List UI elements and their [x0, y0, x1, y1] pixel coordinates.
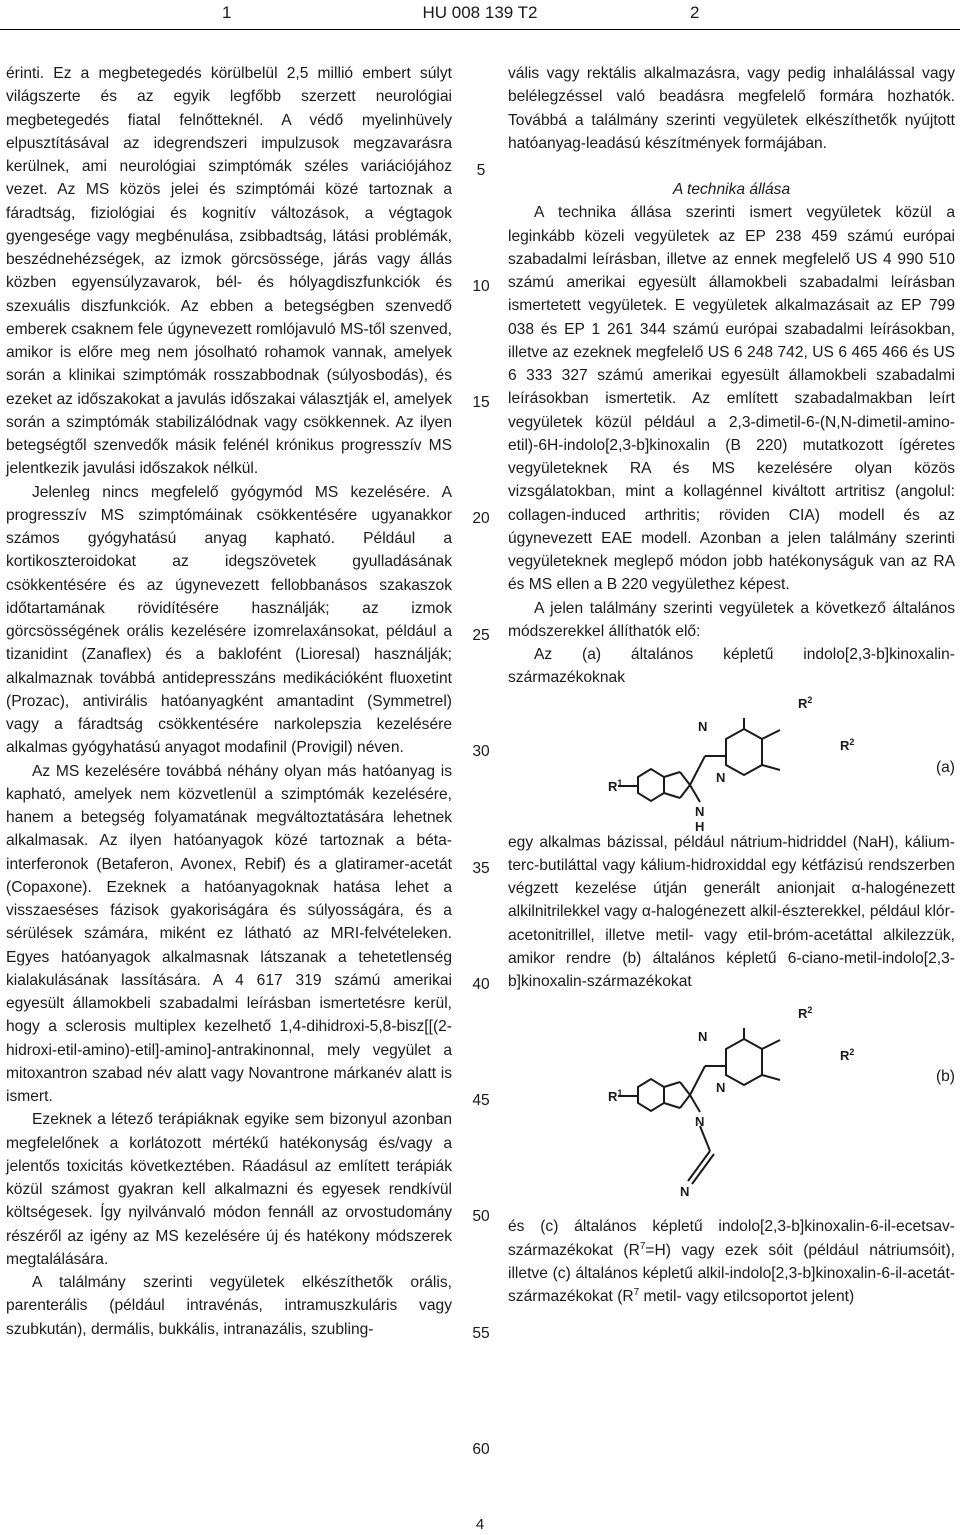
left-column — [6, 62, 452, 1341]
line-number: 15 — [472, 394, 490, 411]
atom-h: H — [695, 818, 705, 831]
paragraph: Az MS kezelésére továbbá néhány olyan más hatóanyag is kapható, amelyek nem közvetlenül a szimptómák kezelésére, hanem a betegség folyamatának megváltoztatására lehetnek alkalmasak. Az ilyen hatóanyagok közé tartoznak a béta-interferonok (Betaferon, Avonex, Rebif) és a glatiramer-acetát (Copaxone). Ezeknek a hatóanyagoknak hatása lehet a visszaeséses fázisok gyakoriságára és súlyosságára, és a sérülések számára, miként ez látható az MRI-felvételeken. Egyes hatóanyagok alkalmasnak látszanak a tehetetlenség kialakulásának lassítására. A 4 617 319 számú amerikai egyesült államokbeli szabadalmi leírásban ismertetésre kerül, hogy a sclerosis multiplex kezelhető 1,4-dihidroxi-5,8-bisz[[(2-hidroxi-etil-amino)-etil]-amino]-antrakinonnal, mely vegyület a mitoxantron szabad név alatt vagy Novantrone márkanév alatt is ismert. — [6, 762, 452, 1105]
paragraph: és (c) általános képletű indolo[2,3-b]kinoxalin-6-il-ecetsav-származékokat $(R^7=H)$ vagy ezek sóit (például nátriumsóit), illetve (c) általános képletű alkil-indolo[2,3-b]kinoxalin-6-il-acetát-származékokat ($R^7$ metil- vagy etilcsoportot jelent) — [508, 1218, 955, 1305]
substituent-r2: $R^2$ — [798, 694, 813, 711]
line-number: 20 — [472, 510, 490, 527]
paragraph: vális vagy rektális alkalmazásra, vagy pedig inhalálással vagy belélegzéssel való beadásra megfelelő formára hozhatók. Továbbá a találmány szerinti vegyületek elkészíthetők nyújtott hatóanyag-leadású készítmények formájában. — [508, 65, 955, 152]
atom-n: N — [698, 1029, 708, 1045]
atom-n: N — [716, 1080, 726, 1096]
line-number: 30 — [472, 743, 490, 760]
substituent-r2: $R^2$ — [798, 1005, 813, 1022]
line-number: 5 — [476, 162, 486, 179]
formula-label-b: (b) — [935, 1068, 955, 1086]
right-column — [508, 62, 955, 1308]
substituent-r1: $R^1$ — [608, 1088, 623, 1105]
indoloquinoxaline-structure-a — [608, 690, 868, 831]
substituent-r2: $R^2$ — [840, 1047, 855, 1064]
line-number: 50 — [472, 1208, 490, 1225]
line-number: 25 — [472, 627, 490, 644]
substituent-r1: $R^1$ — [608, 777, 623, 794]
paragraph: Ezeknek a létező terápiáknak egyike sem bizonyul azonban megfelelőnek a korlátozott mértékű hatékonyság és/vagy a jelentős toxicitás következtében. Ráadásul az említett terápiák közül számost gyakran kell alkalmazni és egyesek rendkívül költségesek. Így nyilvánvaló módon fennáll az orvostudomány részéről az igény az MS kezelésére új és hatékony módszerek megtalálására. — [6, 1111, 452, 1268]
paragraph: A találmány szerinti vegyületek elkészíthetők orális, parenterális (például intravénás, intramuszkuláris vagy szubkután), dermális, bukkális, intranazális, szubling- — [6, 1274, 452, 1338]
patent-number: HU 008 139 T2 — [422, 3, 538, 22]
line-number: 35 — [472, 860, 490, 877]
atom-n: N — [695, 803, 705, 819]
paragraph: Jelenleg nincs megfelelő gyógymód MS kezelésére. A progresszív MS szimptómáinak csökkentésére ugyanakkor számos gyógyhatású anyag kapható. Például a kortikoszteroidokat az idegszövetek gyulladásának csökkentésére és az úgynevezett fellobbanásos szakaszok időtartamának rövidítésére használják; az izmok görcsösségének orális kezelésére izomrelaxánsokat, például a tizanidint (Zanaflex) és a baklofént (Lioresal) használják; alkalmaznak továbbá antidepresszáns medikációként fluoxetint (Prozac), antivirális hatóanyagként amantadint (Symmetrel) vagy a fáradtság csökkentésére narkolepszia kezelésére alkalmas gyógyhatású anyagot modafinil (Provigil) néven. — [6, 483, 452, 757]
paragraph: egy alkalmas bázissal, például nátrium-hidriddel (NaH), kálium-terc-butiláttal vagy kálium-hidroxiddal egy kétfázisú rendszerben végzett kezelése útján generált anionjait α-halogénezett alkilnitrilekkel vagy α-halogénezett alkil-észterekkel, például klór-acetonitrillel, illetve metil- vagy etil-bróm-acetáttal alkilezzük, amikor rendre (b) általános képletű 6-ciano-metil-indolo[2,3-b]kinoxalin-származékokat — [508, 833, 955, 990]
line-number: 45 — [472, 1092, 490, 1109]
structural-formula-a — [508, 690, 955, 831]
paragraph: A jelen találmány szerinti vegyületek a következő általános módszerekkel állíthatók elő: — [508, 599, 955, 640]
section-heading: A technika állása — [672, 181, 791, 198]
structural-formula-b — [508, 993, 955, 1215]
page-number-right: 2 — [690, 3, 700, 22]
paragraph: A technika állása szerinti ismert vegyületek közül a leginkább közeli vegyületek az EP 238 459 számú európai szabadalmi leírásban, illetve az ennek megfelelő US 4 990 510 számú amerikai egyesült államokbeli szabadalmi leírásban ismertetett vegyületek. E vegyületek alkalmazásait az EP 799 038 és EP 1 261 344 számú európai szabadalmi leírásokban, illetve az ezeknek megfelelő US 6 248 742, US 6 465 466 és US 6 333 327 számú amerikai egyesült államokbeli szabadalmi leírásokban ismertetik. Az említett szabadalmakban leírt vegyületek közül például a 2,3-dimetil-6-(N,N-dimetil-amino-etil)-6H-indolo[2,3-b]kinoxalin (B 220) mutatkozott ígéretes vegyületeknek RA és MS kezelésére olyan közös vizsgálatokban, mint a kollagénnel kiváltott artritisz (angolul: collagen-induced arthritis; röviden CIA) modell és az úgynevezett EAE modell. Azonban a jelen találmány szerinti vegyületeknek meglepő módon jobb hatékonyságuk van az RA és MS ellen a B 220 vegyülethez képest. — [508, 204, 955, 594]
substituent-r2: $R^2$ — [840, 736, 855, 753]
paragraph: érinti. Ez a megbetegedés körülbelül 2,5 millió embert súlyt világszerte és az egyik legfőbb szerzett neurológiai megbetegedés fiatal felnőtteknél. A védő myelinhüvely elpusztításával az idegrendszeri impulzusok megzavarásra kerülnek, ami neurológiai szimptómák széles variációjához vezet. Az MS közös jelei és szimptómái közé tartoznak a fáradtság, fiziológiai és kognitív változások, a végtagok gyengesége vagy megbénulása, zsibbadtság, látási problémák, beszédnehézségek, az izmok görcsössége, járás vagy állás közben egyensúlyzavarok, bél- és hólyagdiszfunkciók és szexuális diszfunkciók. Az ebben a betegségben szenvedő emberek csaknem fele úgynevezett romlójavuló MS-től szenved, amikor is előre meg nem jósolható rohamok vannak, amelyek során a klinikai szimptómák rosszabbodnak (súlyosbodás), és ezeket az időszakokat a javulás időszakai választják el, amelyek során a szimptómák stabilizálódnak vagy csökkennek. Az ilyen betegségtől szenvedők másik felénél krónikus progresszív MS jelentkezik javulási időszakok nélkül. — [6, 65, 452, 478]
atom-n: N — [698, 718, 708, 734]
indoloquinoxaline-structure-b — [608, 993, 868, 1215]
atom-n: N — [695, 1114, 705, 1130]
page-number-left: 1 — [222, 3, 232, 22]
atom-n: N — [716, 769, 726, 785]
line-number: 55 — [472, 1325, 490, 1342]
paragraph: Az (a) általános képletű indolo[2,3-b]kinoxalin-származékoknak — [508, 646, 955, 687]
line-number: 10 — [472, 278, 490, 295]
header-rule — [0, 29, 960, 30]
formula-label-a: (a) — [935, 758, 955, 776]
line-number: 60 — [472, 1441, 490, 1458]
atom-n: N — [680, 1184, 690, 1200]
footer-page-number: 4 — [475, 1516, 485, 1533]
line-number: 40 — [472, 976, 490, 993]
